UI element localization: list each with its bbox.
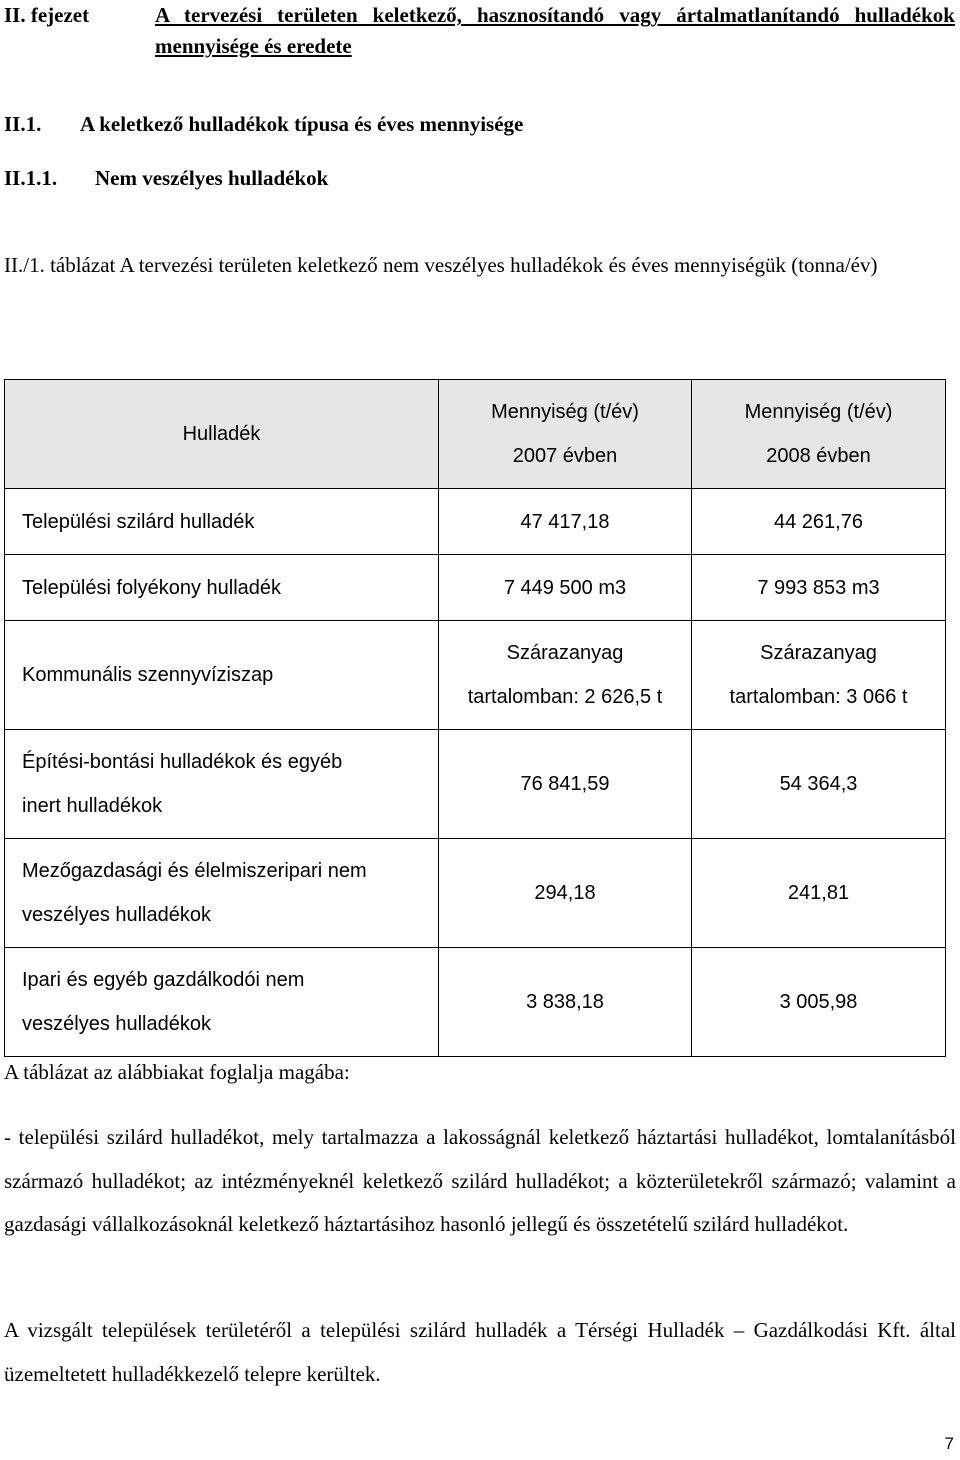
value-2007 — [439, 489, 692, 555]
row-label — [5, 621, 439, 730]
paragraph-waste-destination: A vizsgált települések területéről a települési szilárd hulladék a Térségi Hulladék – Gazdálkodási Kft. által üzemeltetett hulladékkezelő telepre kerültek. — [4, 1318, 956, 1386]
waste-table — [4, 379, 946, 1057]
value-line: 76 841,59 — [520, 773, 610, 795]
value-line: 47 417,18 — [520, 510, 610, 533]
value-line: 7 449 500 m3 — [503, 576, 627, 599]
header-2007 — [439, 380, 692, 489]
value-line: tartalomban: 3 066 t — [729, 686, 908, 708]
value-2008 — [692, 730, 946, 839]
value-line: 44 261,76 — [774, 510, 863, 533]
table-description-intro: A táblázat az alábbiakat foglalja magába: — [4, 1060, 350, 1084]
row-label-line: Települési folyékony hulladék — [22, 576, 282, 599]
header-2007-line2: 2007 évben — [512, 445, 618, 467]
row-label — [5, 555, 439, 621]
value-2007 — [439, 621, 692, 730]
table-row — [5, 730, 946, 839]
header-2008-line1: Mennyiség (t/év) — [744, 401, 893, 423]
value-line: Szárazanyag — [506, 642, 624, 664]
header-2007-line1: Mennyiség (t/év) — [491, 401, 639, 423]
table-caption: II./1. táblázat A tervezési területen keletkező nem veszélyes hulladékok és éves mennyiségük (tonna/év) — [4, 253, 878, 277]
value-line: 294,18 — [534, 882, 596, 904]
subsection-title: Nem veszélyes hulladékok — [95, 166, 329, 190]
table-row — [5, 555, 946, 621]
row-label — [5, 489, 439, 555]
value-2007 — [439, 839, 692, 948]
section-title: A keletkező hulladékok típusa és éves mennyisége — [80, 112, 524, 136]
value-2008 — [692, 948, 946, 1057]
row-label-line: inert hulladékok — [22, 795, 163, 817]
value-line: Szárazanyag — [760, 642, 877, 664]
value-2008 — [692, 489, 946, 555]
value-2007 — [439, 555, 692, 621]
header-waste — [5, 380, 439, 489]
value-line: tartalomban: 2 626,5 t — [467, 686, 663, 708]
value-line: 54 364,3 — [779, 773, 858, 795]
row-label-line: veszélyes hulladékok — [22, 1013, 211, 1035]
header-2008 — [692, 380, 946, 489]
table-header-row — [5, 380, 946, 489]
header-2008-line2: 2008 évben — [766, 445, 871, 467]
row-label-line: Települési szilárd hulladék — [22, 510, 255, 533]
row-label-line: Kommunális szennyvíziszap — [22, 664, 274, 686]
table-row — [5, 489, 946, 555]
row-label-line: veszélyes hulladékok — [22, 904, 211, 926]
value-2008 — [692, 839, 946, 948]
row-label — [5, 730, 439, 839]
row-label-line: Mezőgazdasági és élelmiszeripari nem — [22, 860, 367, 882]
row-label-line: Ipari és egyéb gazdálkodói nem — [22, 969, 305, 991]
table-row — [5, 948, 946, 1057]
value-2008 — [692, 555, 946, 621]
value-2008 — [692, 621, 946, 730]
row-label — [5, 839, 439, 948]
value-2007 — [439, 730, 692, 839]
value-line: 3 005,98 — [779, 991, 858, 1013]
row-label-line: Építési-bontási hulladékok és egyéb — [22, 751, 343, 773]
table-row — [5, 839, 946, 948]
value-line: 3 838,18 — [526, 991, 604, 1013]
paragraph-municipal-waste: - települési szilárd hulladékot, mely tartalmazza a lakosságnál keletkező háztartási hulladékot, lomtalanításból származó hulladékot; az intézményeknél keletkező szilárd hulladékot; a közterületekről származó; valamint a gazdasági vállalkozásoknál keletkező háztartásihoz hasonló jellegű és összetételű szilárd hulladékot. — [4, 1125, 956, 1236]
subsection-number: II.1.1. — [4, 166, 58, 190]
value-line: 7 993 853 m3 — [757, 576, 880, 599]
table-row — [5, 621, 946, 730]
chapter-number: II. fejezet — [4, 3, 90, 27]
section-number: II.1. — [4, 112, 42, 136]
header-waste-label: Hulladék — [182, 423, 261, 445]
value-2007 — [439, 948, 692, 1057]
chapter-title: A tervezési területen keletkező, hasznosítandó vagy ártalmatlanítandó hulladékok mennyisége és eredete — [155, 3, 955, 58]
value-line: 241,81 — [787, 882, 850, 904]
page-number: 7 — [944, 1434, 954, 1453]
row-label — [5, 948, 439, 1057]
